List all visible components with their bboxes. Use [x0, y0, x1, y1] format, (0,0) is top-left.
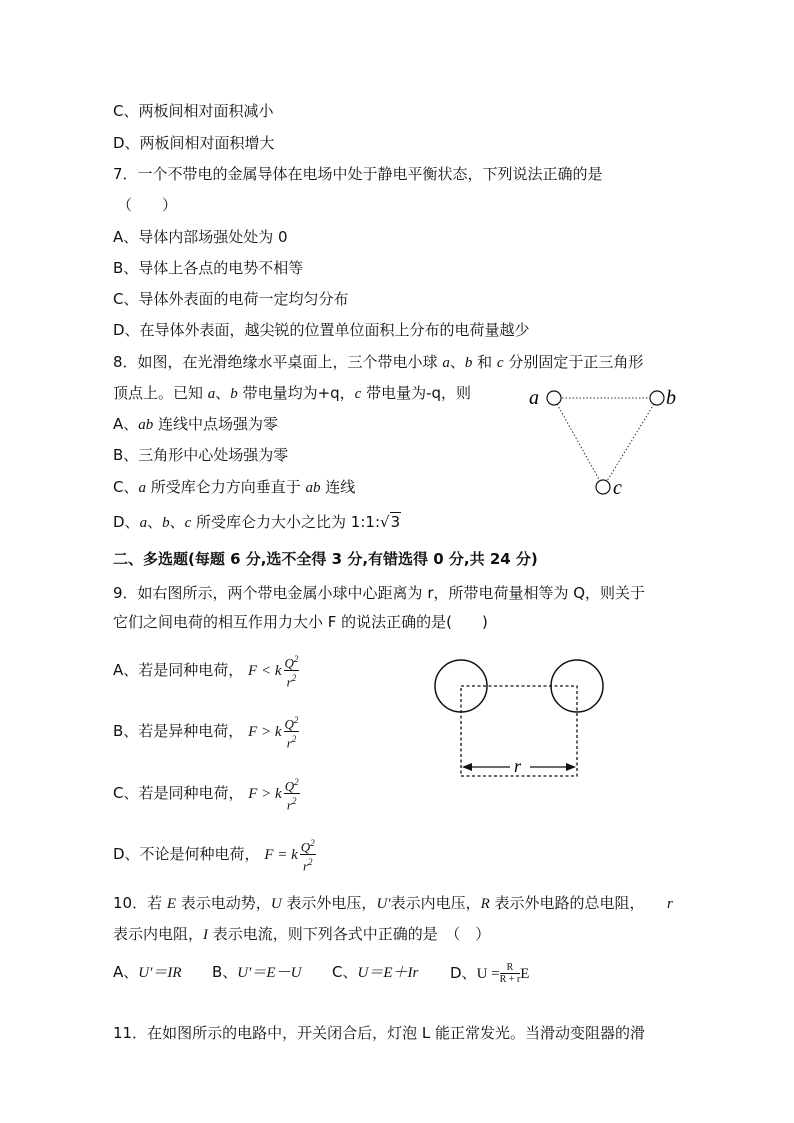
label-a: a	[529, 387, 539, 409]
charge-ball-c	[596, 480, 610, 494]
coulomb-fraction: $\frac{Q^2}{r^2}$	[284, 776, 299, 813]
charge-ball-a	[547, 391, 561, 405]
q10-option-a: A、U′＝IR	[113, 963, 182, 981]
coulomb-fraction: $\frac{Q^2}{r^2}$	[284, 714, 299, 751]
optD-fraction: $\frac{R}{R + r}$	[499, 962, 521, 985]
arrow-head-right	[566, 763, 576, 771]
q7-option-d: D、在导体外表面，越尖锐的位置单位面积上分布的电荷量越少	[113, 321, 530, 339]
q7-option-a: A、导体内部场强处处为 0	[113, 228, 288, 246]
q8-option-a: A、ab 连线中点场强为零	[113, 415, 279, 433]
q9-option-c: C、若是同种电荷， F > k $\frac{Q^2}{r^2}$	[113, 776, 299, 813]
coulomb-fraction: $\frac{Q^2}{r^2}$	[284, 653, 299, 690]
arrow-head-left	[462, 763, 472, 771]
q10-symbol-r: r	[667, 896, 673, 912]
section-2-title: 二、多选题(每题 6 分,选不全得 3 分,有错选得 0 分,共 24 分)	[113, 550, 538, 568]
q8-option-c: C、a 所受库仑力方向垂直于 ab 连线	[113, 478, 356, 496]
q10-option-c: C、U＝E＋Ir	[332, 963, 419, 981]
q10-stem-line1: 10．若 E 表示电动势，U 表示外电压，U′表示内电压，R 表示外电路的总电阻，	[113, 894, 645, 912]
q6-option-d: D、两板间相对面积增大	[113, 134, 275, 152]
q7-stem: 7．一个不带电的金属导体在电场中处于静电平衡状态，下列说法正确的是	[113, 165, 603, 183]
q7-option-b: B、导体上各点的电势不相等	[113, 259, 304, 277]
q11-stem-line1: 11．在如图所示的电路中，开关闭合后，灯泡 L 能正常发光。当滑动变阻器的滑	[113, 1024, 645, 1042]
q6-option-c: C、两板间相对面积减小	[113, 102, 274, 120]
label-b: b	[666, 387, 676, 409]
q9-option-d: D、不论是何种电荷， F = k $\frac{Q^2}{r^2}$	[113, 837, 315, 874]
q8-stem-line1: 8．如图，在光滑绝缘水平桌面上，三个带电小球 a、b 和 c 分别固定于正三角形	[113, 353, 644, 371]
q7-answer-paren: （ ）	[117, 196, 178, 214]
q8-option-d: D、a、b、c 所受库仑力大小之比为 1:1:√3	[113, 513, 401, 531]
coulomb-fraction: $\frac{Q^2}{r^2}$	[300, 837, 315, 874]
q9-spheres-figure	[430, 655, 610, 785]
q9-option-a: A、若是同种电荷， F < k $\frac{Q^2}{r^2}$	[113, 653, 299, 690]
q8-stem-line2: 顶点上。已知 a、b 带电量均为+q，c 带电量为-q，则	[113, 384, 472, 402]
triangle-side-ac	[557, 404, 600, 481]
sqrt-sign: √	[380, 513, 390, 531]
label-c: c	[613, 477, 622, 499]
q10-stem-line2: 表示内电阻，I 表示电流，则下列各式中正确的是 （ ）	[113, 925, 491, 943]
q9-option-b: B、若是异种电荷， F > k $\frac{Q^2}{r^2}$	[113, 714, 299, 751]
triangle-side-bc	[607, 404, 654, 481]
q10-option-d: D、U = $\frac{R}{R + r}$ E	[450, 962, 530, 985]
charge-ball-b	[650, 391, 664, 405]
q8-option-b: B、三角形中心处场强为零	[113, 446, 289, 464]
q7-option-c: C、导体外表面的电荷一定均匀分布	[113, 290, 349, 308]
q8-triangle-figure	[525, 384, 685, 502]
q9-stem-line1: 9．如右图所示，两个带电金属小球中心距离为 r，所带电荷量相等为 Q，则关于	[113, 584, 646, 602]
distance-label-r: r	[514, 756, 522, 776]
q9-stem-line2: 它们之间电荷的相互作用力大小 F 的说法正确的是( )	[113, 613, 488, 631]
q10-option-b: B、U′＝E－U	[212, 963, 302, 981]
